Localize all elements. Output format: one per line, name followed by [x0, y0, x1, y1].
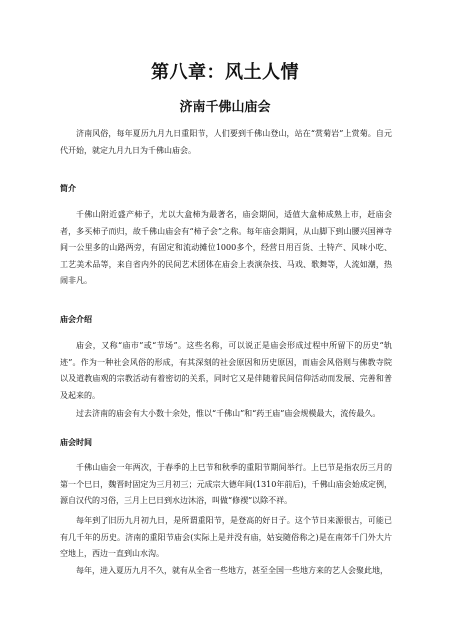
intro-paragraph: 济南风俗，每年夏历九月九日重阳节，人们要到千佛山登山，站在“赏菊岩”上赏菊。自元代开始，就定九月九日为千佛山庙会。 — [60, 129, 392, 155]
paragraph: 庙会，又称“庙市”或“节场”。这些名称，可以说正是庙会形成过程中所留下的历史“轨迹”。作为一种社会风俗的形成，有其深刻的社会原因和历史原因，而庙会风俗则与佛教寺院以及道教庙观的宗教活动有着密切的关系，同时它又是伴随着民间信仰活动而发展、完善和普及起来的。 — [60, 341, 392, 400]
paragraph: 千佛山庙会一年两次，于春季的上巳节和秋季的重阳节期间举行。上巳节是指农历三月的第一个巳日，魏晋时固定为三月初三；元成宗大德年间(1310年前后)，千佛山庙会始成定例，源自汉代的习俗，三月上巳日到水边沐浴，叫做“修禊”以除不祥。 — [60, 463, 392, 505]
section-title: 济南千佛山庙会 — [179, 100, 271, 115]
paragraph: 千佛山附近盛产柿子，尤以大盒柿为最著名，庙会期间，适值大盒柿成熟上市，赶庙会者，多买柿子而归，故千佛山庙会有“柿子会”之称。每年庙会期间，从山脚下到山腰兴国禅寺间一公里多的山路两旁，有固定和流动摊位1000多个，经营日用百货、土特产、风味小吃、工艺美术品等，来自省内外的民间艺术团体在庙会上表演杂技、马戏、歌舞等，人流如潮，热闹非凡。 — [60, 210, 392, 285]
chapter-title: 第八章：风土人情 — [151, 62, 299, 83]
paragraph: 过去济南的庙会有大小数十余处，惟以“千佛山”和“药王庙”庙会规模最大，流传最久。 — [76, 409, 381, 418]
paragraph: 每年，进入夏历九月不久，就有从全省一些地方，甚至全国一些地方来的艺人会聚此地， — [76, 566, 388, 575]
subheading-fair-time: 庙会时间 — [60, 438, 92, 447]
subheading-fair-introduction: 庙会介绍 — [60, 315, 92, 324]
subheading-intro: 简介 — [60, 184, 76, 193]
paragraph: 每年到了旧历九月初九日，是所谓重阳节，是登高的好日子。这个节日来源很古，可能已有几千年的历史。济南的重阳节庙会(实际上是并没有庙，姑妄随俗称之)是在南郊千门外大片空地上，西边一直到山水沟。 — [60, 516, 392, 558]
